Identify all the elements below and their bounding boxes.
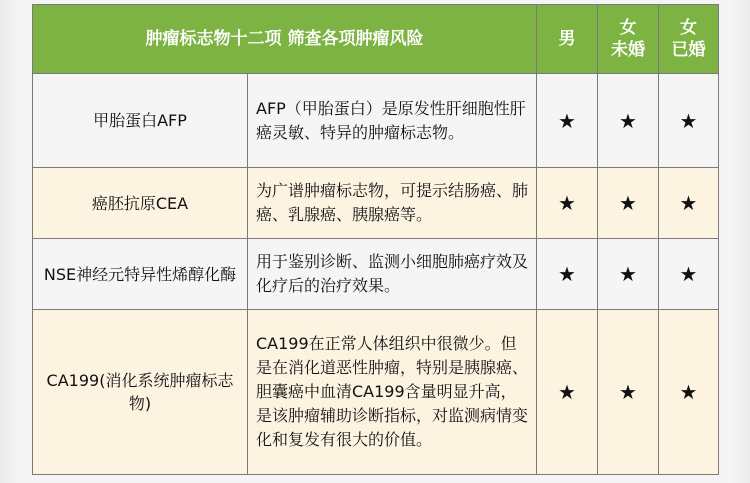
star-icon-female-unmarried: ★: [598, 168, 659, 239]
star-icon-female-married: ★: [659, 168, 719, 239]
marker-description: 为广谱肿瘤标志物，可提示结肠癌、肺癌、乳腺癌、胰腺癌等。: [248, 168, 537, 239]
column-header-female-label: 女: [619, 18, 637, 38]
marker-name: CA199(消化系统肿瘤标志物): [33, 310, 248, 475]
tumor-marker-table: [32, 4, 719, 475]
column-header-unmarried-label: 未婚: [611, 40, 646, 60]
table-row: [33, 74, 719, 168]
marker-name: 癌胚抗原CEA: [33, 168, 248, 239]
column-header-male: 男: [537, 5, 598, 74]
star-icon-female-married: ★: [659, 310, 719, 475]
star-icon-female-unmarried: ★: [598, 310, 659, 475]
star-icon-female-unmarried: ★: [598, 74, 659, 168]
column-header-married-label: 已婚: [671, 40, 706, 60]
marker-name: 甲胎蛋白AFP: [33, 74, 248, 168]
star-icon-male: ★: [537, 168, 598, 239]
star-icon-female-unmarried: ★: [598, 239, 659, 310]
star-icon-male: ★: [537, 239, 598, 310]
star-icon-male: ★: [537, 310, 598, 475]
marker-description: AFP（甲胎蛋白）是原发性肝细胞性肝癌灵敏、特异的肿瘤标志物。: [248, 74, 537, 168]
marker-name: NSE神经元特异性烯醇化酶: [33, 239, 248, 310]
star-icon-female-married: ★: [659, 74, 719, 168]
column-header-female-label: 女: [680, 18, 698, 38]
column-header-female-married: [659, 5, 719, 74]
column-header-female-unmarried: [598, 5, 659, 74]
marker-description: CA199在正常人体组织中很微少。但是在消化道恶性肿瘤，特别是胰腺癌、胆囊癌中血清CA199含量明显升高，是该肿瘤辅助诊断指标，对监测病情变化和复发有很大的价值。: [248, 310, 537, 475]
star-icon-male: ★: [537, 74, 598, 168]
table-header-row: [33, 5, 719, 74]
table-row: [33, 239, 719, 310]
star-icon-female-married: ★: [659, 239, 719, 310]
table-title: 肿瘤标志物十二项 筛查各项肿瘤风险: [33, 5, 537, 74]
table-row: [33, 310, 719, 475]
table-row: [33, 168, 719, 239]
marker-description: 用于鉴别诊断、监测小细胞肺癌疗效及化疗后的治疗效果。: [248, 239, 537, 310]
